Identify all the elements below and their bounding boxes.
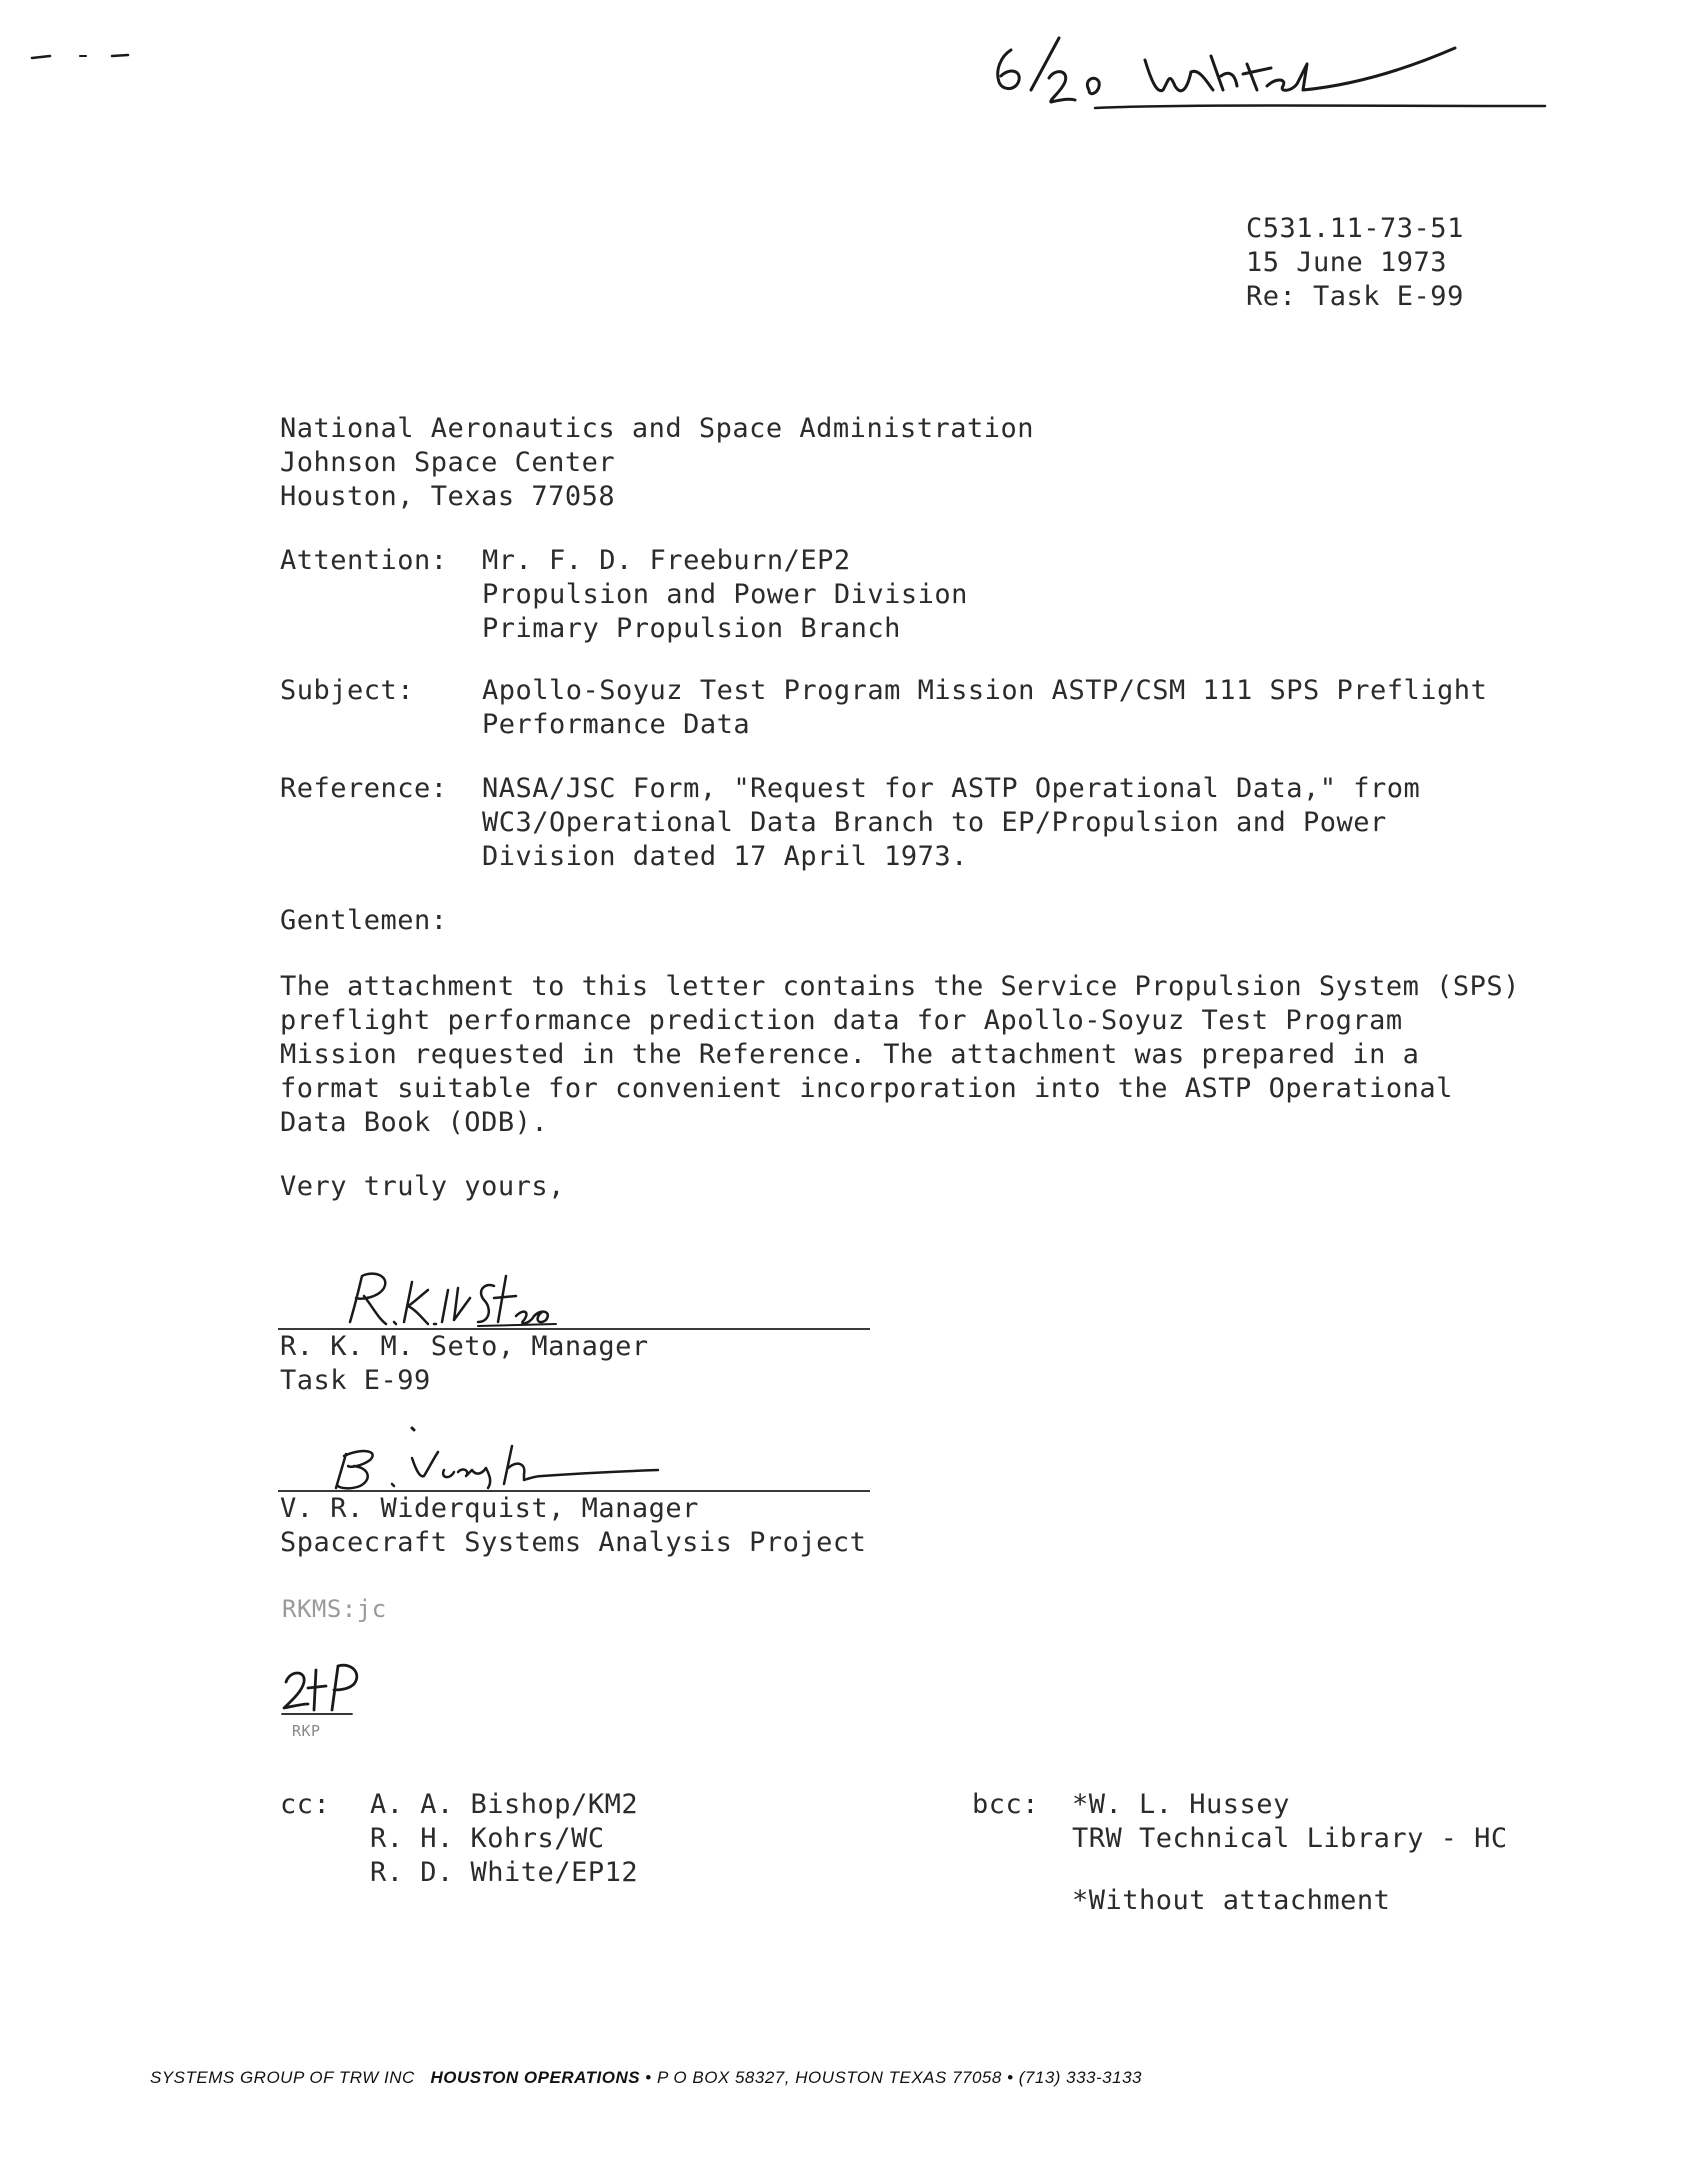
addressee-line-2: Johnson Space Center [280, 447, 616, 478]
salutation: Gentlemen: [280, 905, 448, 936]
signatory1-name: R. K. M. Seto, Manager [280, 1331, 649, 1362]
body-line-5: Data Book (ODB). [280, 1107, 549, 1138]
bcc-label: bcc: [972, 1789, 1040, 1820]
attention-line-2: Propulsion and Power Division [482, 579, 968, 610]
signatory1-title: Task E-99 [280, 1365, 431, 1396]
bcc-item-1: *W. L. Hussey [1072, 1789, 1290, 1820]
cc-label: cc: [280, 1789, 331, 1820]
body-line-3: Mission requested in the Reference. The attachment was prepared in a [280, 1039, 1420, 1070]
addressee-line-3: Houston, Texas 77058 [280, 481, 616, 512]
task-reference: Re: Task E-99 [1246, 281, 1464, 312]
body-line-2: preflight performance prediction data for Apollo-Soyuz Test Program [280, 1005, 1403, 1036]
attention-label: Attention: [280, 545, 448, 576]
cc-item-3: R. D. White/EP12 [370, 1857, 639, 1888]
footer-company: SYSTEMS GROUP OF TRW INC [150, 2068, 415, 2087]
footer-address: • P O BOX 58327, HOUSTON TEXAS 77058 • (713) 333-3133 [645, 2068, 1142, 2087]
body-line-1: The attachment to this letter contains the Service Propulsion System (SPS) [280, 971, 1520, 1002]
bcc-item-2: TRW Technical Library - HC [1072, 1823, 1508, 1854]
reference-line-3: Division dated 17 April 1973. [482, 841, 968, 872]
approval-initials [278, 1660, 378, 1722]
signatory2-name: V. R. Widerquist, Manager [280, 1493, 699, 1524]
letter-date: 15 June 1973 [1246, 247, 1448, 278]
subject-line-1: Apollo-Soyuz Test Program Mission ASTP/CSM 111 SPS Preflight [482, 675, 1488, 706]
addressee-line-1: National Aeronautics and Space Administration [280, 413, 1034, 444]
letterhead-footer [150, 2068, 1550, 2088]
approval-label: RKP [292, 1722, 321, 1740]
handwritten-date-note [985, 20, 1555, 130]
bcc-note: *Without attachment [1072, 1885, 1391, 1916]
reference-line-1: NASA/JSC Form, "Request for ASTP Operational Data," from [482, 773, 1421, 804]
attention-line-3: Primary Propulsion Branch [482, 613, 901, 644]
letter-code: C531.11-73-51 [1246, 213, 1464, 244]
stray-mark [28, 48, 138, 68]
reference-line-2: WC3/Operational Data Branch to EP/Propulsion and Power [482, 807, 1387, 838]
cc-item-2: R. H. Kohrs/WC [370, 1823, 605, 1854]
subject-line-2: Performance Data [482, 709, 751, 740]
cc-item-1: A. A. Bishop/KM2 [370, 1789, 639, 1820]
signature-widerquist [320, 1418, 680, 1498]
reference-label: Reference: [280, 773, 448, 804]
body-line-4: format suitable for convenient incorporation into the ASTP Operational [280, 1073, 1453, 1104]
closing: Very truly yours, [280, 1171, 565, 1202]
subject-label: Subject: [280, 675, 415, 706]
typist-initials: RKMS:jc [282, 1595, 387, 1623]
attention-line-1: Mr. F. D. Freeburn/EP2 [482, 545, 851, 576]
footer-division: HOUSTON OPERATIONS [430, 2068, 641, 2087]
signatory2-title: Spacecraft Systems Analysis Project [280, 1527, 867, 1558]
